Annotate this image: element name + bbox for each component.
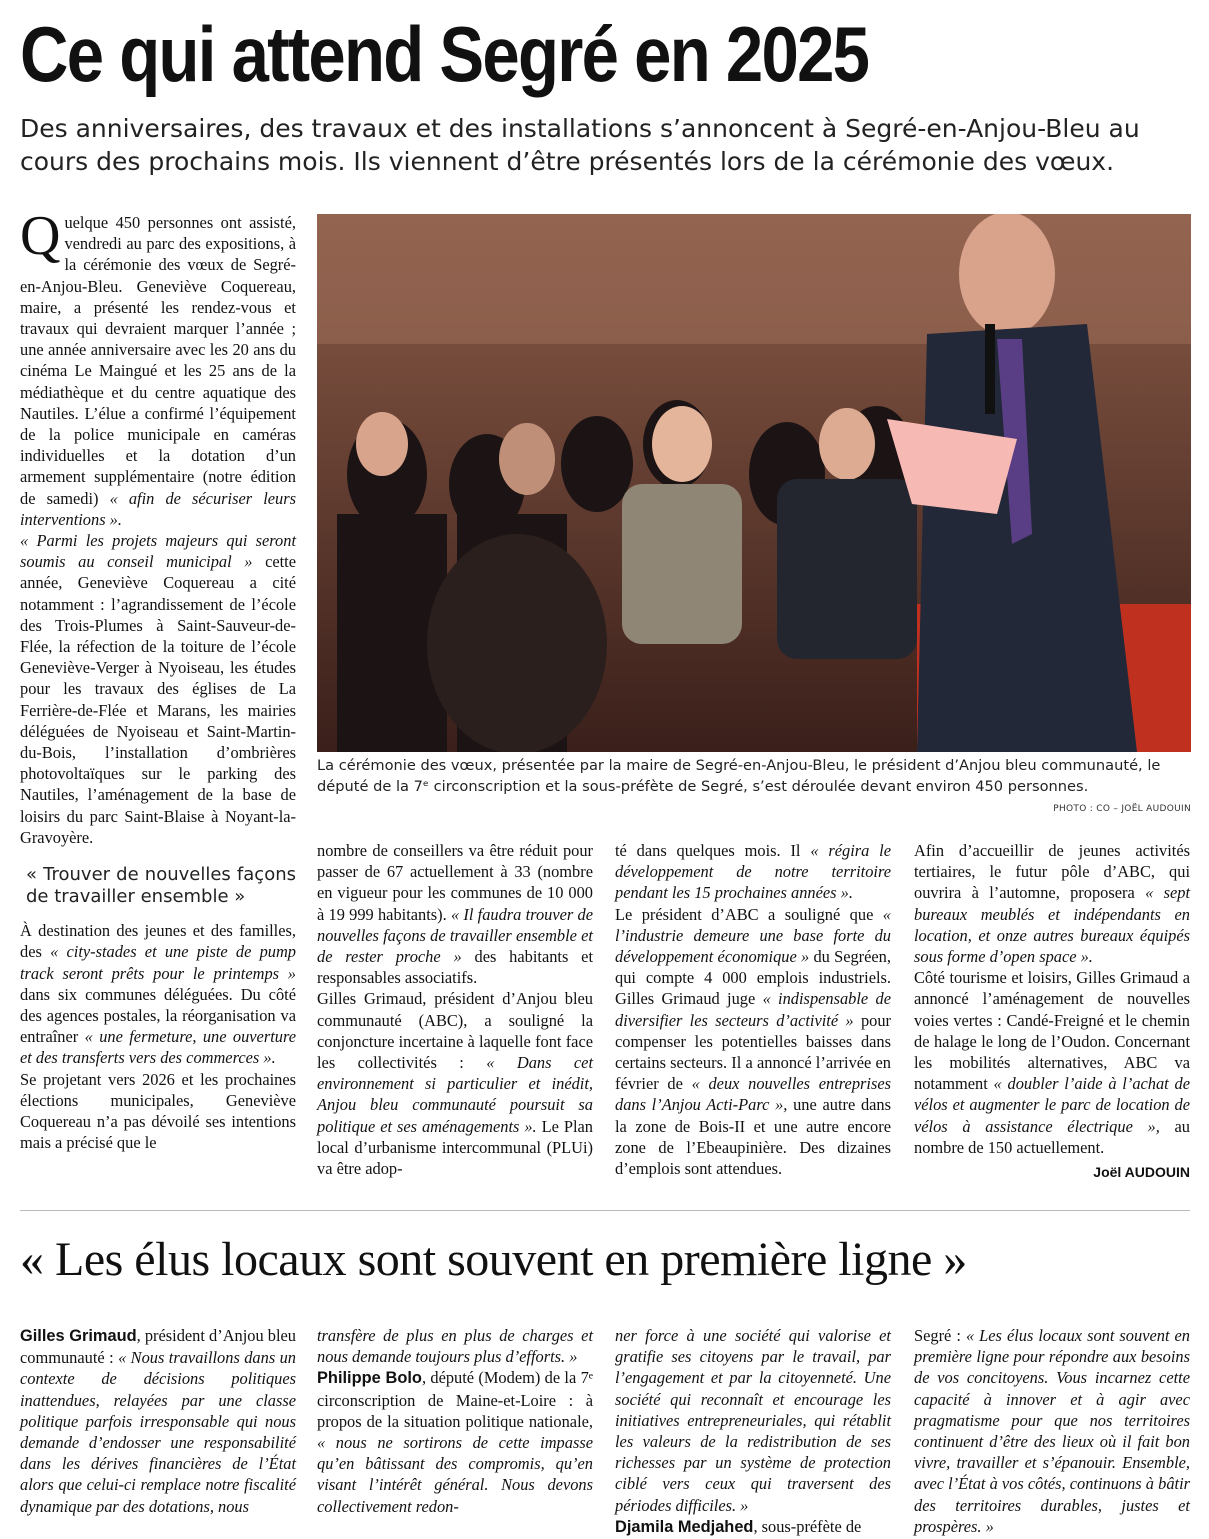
paragraph: Philippe Bolo, député (Modem) de la 7ᵉ circonscription de Maine-et-Loire : à propos de la situation politique nationale, « nous ne sortirons de cette impasse qu’en bâtissant des compromis, qu’en visant l’intérêt général. Nous devons collectivement redon-	[317, 1368, 593, 1516]
quotes-column-4	[914, 1325, 1190, 1537]
article-column-4	[914, 840, 1190, 1183]
quotes-column-3	[615, 1325, 891, 1538]
subhead: « Trouver de nouvelles façons de travailler ensemble »	[26, 864, 296, 908]
paragraph: Gilles Grimaud, président d’Anjou bleu communauté : « Nous travaillons dans un contexte de décisions politiques inattendues, relayées par une classe politique parfois irresponsable qui nous demande d’endosser une responsabilité dans les dérives financières de l’État alors que celui-ci remplace notre fiscalité dynamique par des dotations, nous	[20, 1326, 297, 1516]
paragraph: Le président d’ABC a souligné que « l’industrie demeure une base forte du développement économique » du Segréen, qui compte 4 000 emplois industriels. Gilles Grimaud juge « indispensable de diversifier les secteurs d’activité » pour compenser les potentielles baisses dans certains secteurs. Il a annoncé l’arrivée en février de « deux nouvelles entreprises dans l’Anjou Acti-Parc », une autre dans la zone de Bois-II et une autre encore zone de l’Ebeaupinière. Des dizaines d’emplois sont attendues.	[615, 904, 892, 1179]
ceremony-photo	[317, 214, 1191, 752]
photo-illustration	[317, 214, 1191, 752]
article-column-1	[20, 205, 296, 1153]
deck: Des anniversaires, des travaux et des installations s’annoncent à Segré-en-Anjou-Bleu au cours des prochains mois. Ils viennent d’être présentés lors de la cérémonie des vœux.	[20, 114, 1140, 176]
paragraph: ner force à une société qui valorise et gratifie ses citoyens par le travail, par l’engagement et par la citoyenneté. Une société qui reconnaît et encourage les initiatives entrepreneuriales, qui rétablit les valeurs de la redistribution de ses richesses par un système de protection ciblé vers ceux qui traversent des périodes difficiles. »	[615, 1326, 891, 1515]
paragraph: « Parmi les projets majeurs qui seront soumis au conseil municipal » cette année, Geneviève Coquereau a cité notamment : l’agrandissement de l’école des Trois-Plumes à Saint-Sauveur-de-Flée, la réfection de la toiture de l’école Geneviève-Verger à Nyoiseau, les études pour les travaux des églises de La Ferrière-de-Flée et Marans, les mairies déléguées de Nyoiseau et Saint-Martin-du-Bois, l’installation d’ombrières photovoltaïques sur le parking des Nautiles, l’aménagement de la base de loisirs du parc Saint-Blaise à Noyant-la-Gravoyère.	[20, 531, 296, 847]
photo-credit: PHOTO : CO – JOËL AUDOUIN	[1053, 804, 1191, 814]
quotes-column-2	[317, 1325, 593, 1517]
paragraph: nombre de conseillers va être réduit pour passer de 67 actuellement à 33 (nombre en vigueur pour les communes de 10 000 à 19 999 habitants). « Il faudra trouver de nouvelles façons de travailler ensemble et de rester proche » des habitants et responsables associatifs.	[317, 841, 593, 988]
paragraph: Segré : « Les élus locaux sont souvent en première ligne pour répondre aux besoins de vos concitoyens. Vous incarnez cette capacité à innover et à agir avec pragmatisme pour que nos territoires continuent d’être des lieux où il fait bon vivre, travailler et s’épanouir. Ensemble, avec l’État à vos côtés, continuons à bâtir des territoires durables, justes et prospères. »	[914, 1326, 1190, 1536]
quotes-column-1	[20, 1325, 296, 1517]
paragraph: Gilles Grimaud, président d’Anjou bleu communauté (ABC), a souligné la conjoncture incertaine à laquelle font face les collectivités : « Dans cet environnement si particulier et inédit, Anjou bleu communauté poursuit sa politique et ses aménagements ». Le Plan local d’urbanisme intercommunal (PLUi) va être adop-	[317, 989, 594, 1179]
article-column-2	[317, 840, 593, 1179]
paragraph: Afin d’accueillir de jeunes activités tertiaires, le futur pôle d’ABC, qui ouvrira à l’automne, proposera « sept bureaux meublés et indépendants en location, et onze autres bureaux équipés sous forme d’open space ».	[914, 841, 1190, 967]
paragraph: Quelque 450 personnes ont assisté, vendredi au parc des expositions, à la cérémonie des vœux de Segré-en-Anjou-Bleu. Geneviève Coquereau, maire, a présenté les rendez-vous et travaux qui devraient marquer l’année ; une année anniversaire avec les 20 ans du cinéma Le Maingué et les 25 ans de la médiathèque et du centre aquatique des Nautiles. L’élue a confirmé l’équipement de la police municipale en caméras individuelles et la dotation d’un armement supplémentaire (notre édition de samedi) « afin de sécuriser leurs interventions ».	[20, 205, 296, 529]
author-signature: Joël AUDOUIN	[1093, 1164, 1190, 1181]
article-column-3	[615, 840, 891, 1179]
paragraph: Côté tourisme et loisirs, Gilles Grimaud a annoncé l’aménagement de nouvelles voies vertes : Candé-Freigné et le chemin de halage le long de l’Oudon. Concernant les mobilités alternatives, ABC va notamment « doubler l’aide à l’achat de vélos et augmenter le parc de location de vélos à assistance électrique », au nombre de 150 actuellement.	[914, 968, 1190, 1157]
paragraph: Se projetant vers 2026 et les prochaines élections municipales, Geneviève Coquereau n’a pas dévoilé ses intentions mais a précisé que le	[20, 1069, 296, 1153]
paragraph: té dans quelques mois. Il « régira le développement de notre territoire pendant les 15 prochaines années ».	[615, 841, 892, 903]
section-divider	[20, 1210, 1190, 1211]
paragraph: À destination des jeunes et des familles, des « city-stades et une piste de pump track seront prêts pour le printemps » dans six communes déléguées. Du côté des agences postales, la réorganisation va entraîner « une fermeture, une ouverture et des transferts vers des commerces ».	[20, 921, 296, 1068]
headline: Ce qui attend Segré en 2025	[20, 10, 869, 98]
paragraph: Djamila Medjahed, sous-préfète de	[615, 1516, 862, 1536]
drop-cap: Q	[20, 205, 61, 267]
photo-caption: La cérémonie des vœux, présentée par la maire de Segré-en-Anjou-Bleu, le président d’Anjou bleu communauté, le député de la 7ᵉ circonscription et la sous-préfète de Segré, s’est déroulée devant environ 450 personnes.	[317, 757, 1161, 795]
paragraph: transfère de plus en plus de charges et nous demande toujours plus d’efforts. »	[317, 1326, 593, 1367]
secondary-headline: « Les élus locaux sont souvent en première ligne »	[20, 1233, 967, 1286]
